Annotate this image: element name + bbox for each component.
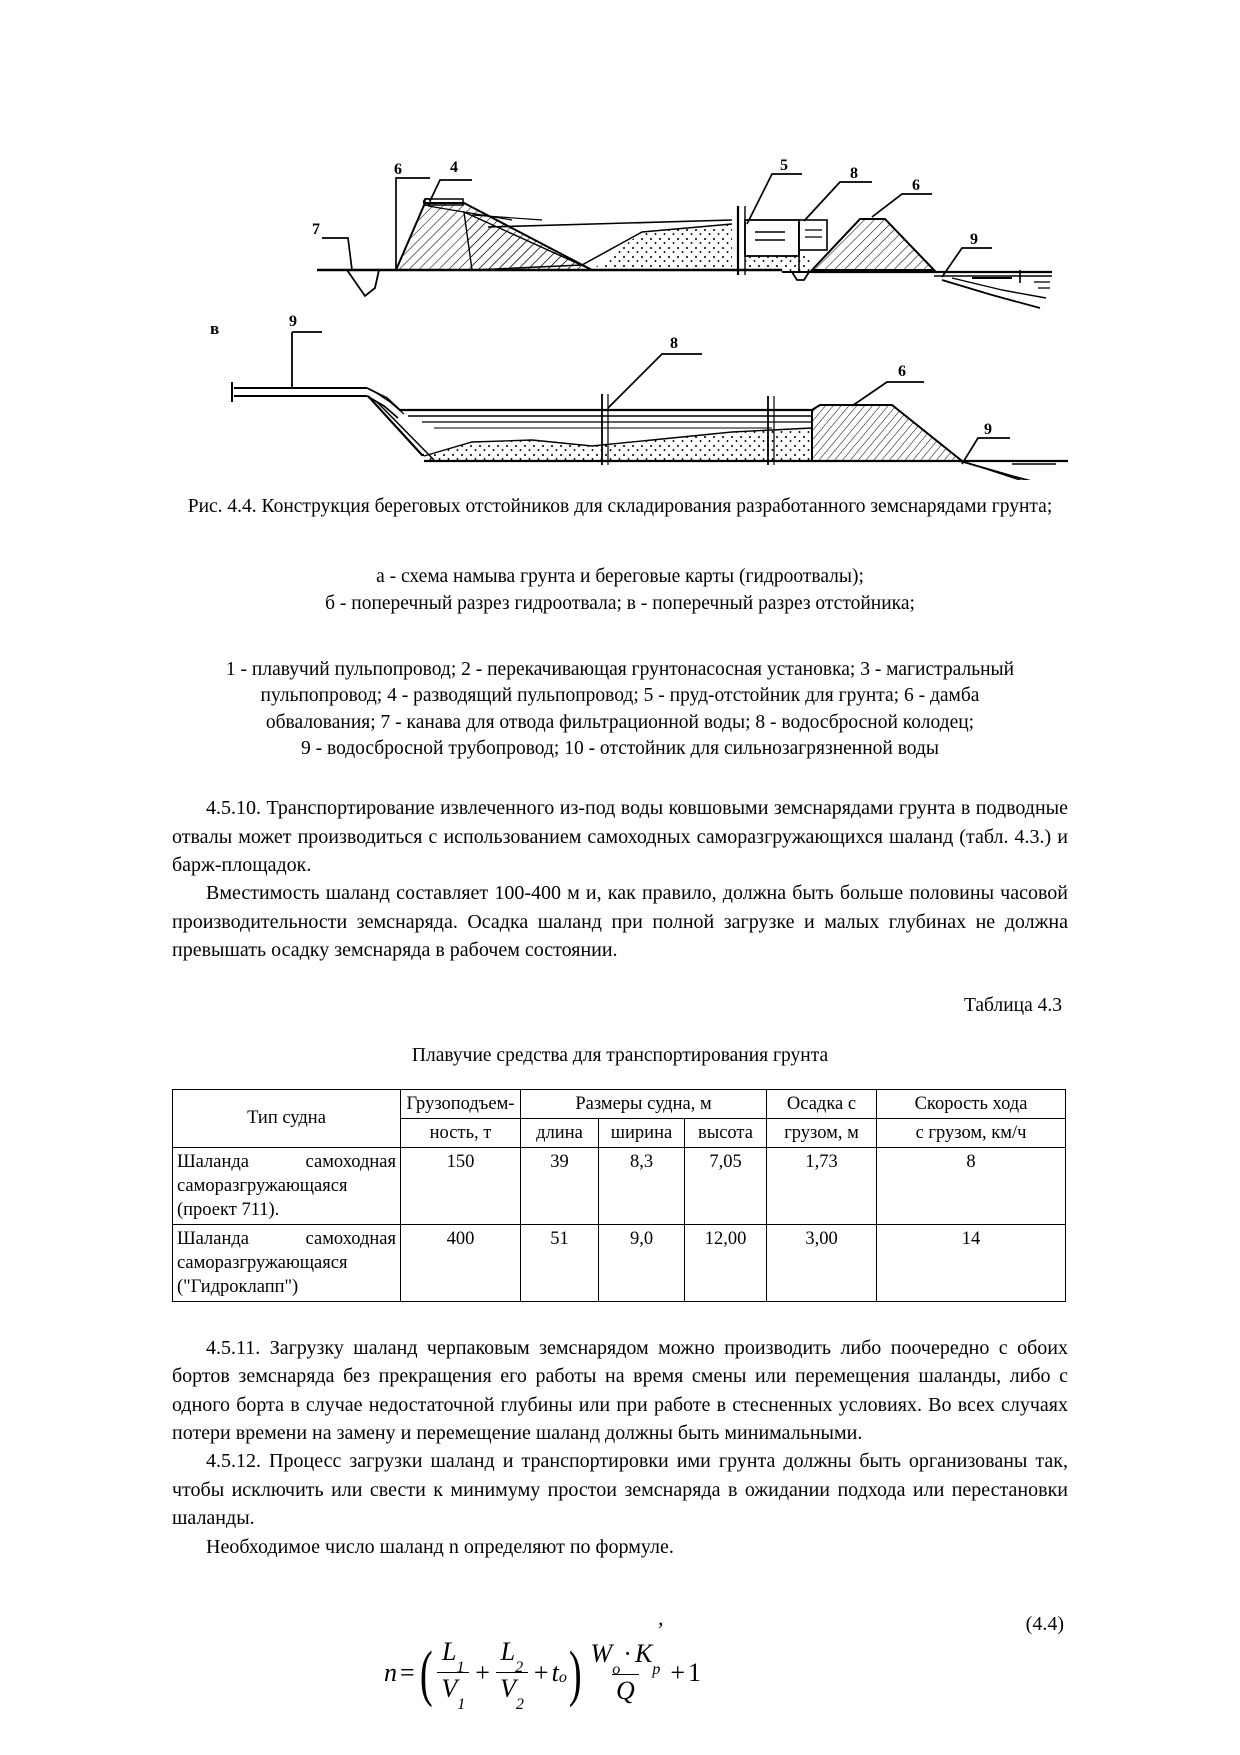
figure-panel-top xyxy=(312,157,1052,308)
formula-trailing-comma: , xyxy=(658,1605,664,1631)
cell-height: 7,05 xyxy=(685,1147,767,1224)
section-4-5-11 xyxy=(172,1334,1068,1561)
formula-dot: · xyxy=(623,1639,632,1669)
header-speed-line1: Скорость хода xyxy=(877,1089,1066,1118)
cell-speed: 14 xyxy=(877,1224,1066,1301)
formula-equals: = xyxy=(400,1657,415,1687)
table-title: Плавучие средства для транспортирования грунта xyxy=(411,1044,829,1066)
formula-num2: L xyxy=(500,1637,516,1667)
formula-q: Q xyxy=(616,1676,635,1706)
figure-callout-7: 7 xyxy=(312,221,320,238)
vessels-table xyxy=(172,1089,1066,1302)
figure-callout-8b: 8 xyxy=(670,335,678,352)
formula-one: 1 xyxy=(688,1657,702,1687)
figure-drawing xyxy=(172,120,1068,480)
formula-k-sub: p xyxy=(652,1660,661,1678)
formula-fraction-3 xyxy=(587,1639,665,1706)
figure-caption: Рис. 4.4. Конструкция береговых отстойников для складирования разработанного земснарядами грунта; xyxy=(187,496,1053,517)
formula-w: W xyxy=(590,1639,613,1669)
page-content xyxy=(172,0,1068,1733)
formula-plus-2: + xyxy=(533,1657,549,1687)
figure-panel-bottom xyxy=(232,313,1068,480)
formula-fraction-2 xyxy=(496,1637,528,1713)
paragraph-4-5-11: 4.5.11. Загрузку шаланд черпаковым земснарядом можно производить либо поочередно с обоих бортов земснаряда без прекращения его работы на время смены или перемещения шаланды, либо с одного борта в случае недостаточной глубины или при работе в стесненных условиях. Во всех случаях потери времени на замену и перемещение шаланд должны быть минимальными. xyxy=(172,1336,1068,1445)
cell-length: 51 xyxy=(521,1224,599,1301)
cell-width: 9,0 xyxy=(599,1224,685,1301)
cell-height: 12,00 xyxy=(685,1224,767,1301)
cell-speed: 8 xyxy=(877,1147,1066,1224)
formula-num1: L xyxy=(442,1637,457,1667)
figure-callout-9a: 9 xyxy=(970,231,978,248)
formula-k: K xyxy=(634,1639,653,1669)
figure-legend-line-1: 1 - плавучий пульпопровод; 2 - перекачивающая грунтонасосная установка; 3 - магистральный xyxy=(225,658,1015,680)
formula-lhs: n xyxy=(384,1657,397,1687)
figure-legend-line-2: пульпопровод; 4 - разводящий пульпопровод; 5 - пруд-отстойник для грунта; 6 - дамба xyxy=(260,685,980,707)
formula-den2: V xyxy=(499,1674,516,1704)
formula-fraction-2-denominator xyxy=(496,1672,528,1713)
header-speed-line2: с грузом, км/ч xyxy=(877,1118,1066,1147)
formula-open-paren: ( xyxy=(419,1639,433,1708)
table-number-label: Таблица 4.3 xyxy=(963,994,1062,1016)
equation-number: (4.4) xyxy=(1025,1613,1064,1636)
figure-callout-6c: 6 xyxy=(898,363,906,380)
formula-plus-1: + xyxy=(475,1657,490,1687)
figure-subcaption-line-1: а - схема намыва грунта и береговые карты (гидроотвалы); xyxy=(376,566,864,588)
figure-callout-8: 8 xyxy=(850,165,858,182)
figure-4-4 xyxy=(172,120,1068,480)
cell-ship-type: Шаланда самоходная саморазгружающаяся ("Гидроклапп") xyxy=(173,1224,401,1301)
formula-fraction-1 xyxy=(437,1637,469,1713)
formula-den1-sub: 1 xyxy=(457,1695,466,1713)
figure-callout-6a: 6 xyxy=(394,161,402,178)
formula-den1: V xyxy=(441,1674,458,1704)
header-dimensions-group: Размеры судна, м xyxy=(521,1089,767,1118)
cell-capacity: 400 xyxy=(401,1224,521,1301)
formula-w-sub: o xyxy=(612,1660,621,1678)
header-width: ширина xyxy=(599,1118,685,1147)
table-row xyxy=(173,1147,1066,1224)
figure-callout-9c: 9 xyxy=(984,421,992,438)
figure-callout-4: 4 xyxy=(450,159,458,176)
formula-t-sub: o xyxy=(558,1669,567,1687)
cell-draft: 3,00 xyxy=(767,1224,877,1301)
header-draft-line1: Осадка с xyxy=(767,1089,877,1118)
cell-draft: 1,73 xyxy=(767,1147,877,1224)
formula-num2-sub: 2 xyxy=(515,1658,524,1676)
formula-fraction-2-numerator xyxy=(497,1637,528,1676)
figure-legend xyxy=(172,657,1068,762)
formula-num1-sub: 1 xyxy=(456,1658,465,1676)
formula-4-4-block xyxy=(172,1603,1068,1733)
paragraph-4-5-10: 4.5.10. Транспортирование извлеченного из-под воды ковшовыми земснарядами грунта в подводные отвалы может производиться с использованием самоходных саморазгружающихся шаланд (табл. 4.3.) и барж-площадок. xyxy=(172,797,1068,876)
cell-length: 39 xyxy=(521,1147,599,1224)
figure-legend-line-4: 9 - водосбросной трубопровод; 10 - отстойник для сильнозагрязненной воды xyxy=(301,737,939,759)
formula-den2-sub: 2 xyxy=(515,1695,524,1713)
formula-fraction-1-numerator xyxy=(438,1637,469,1676)
cell-ship-type: Шаланда самоходная саморазгружающаяся (проект 711). xyxy=(173,1147,401,1224)
header-draft-line2: грузом, м xyxy=(767,1118,877,1147)
formula-4-4 xyxy=(384,1637,702,1713)
cell-capacity: 150 xyxy=(401,1147,521,1224)
figure-subcaption xyxy=(172,564,1068,617)
formula-fraction-1-denominator xyxy=(437,1672,469,1713)
paragraph-capacity: Вместимость шаланд составляет 100-400 м и, как правило, должна быть больше половины часовой производительности земснаряда. Осадка шаланд при полной загрузке и малых глубинах не должна превышать осадку земснаряда в рабочем состоянии. xyxy=(172,882,1068,962)
figure-callout-6b: 6 xyxy=(912,177,920,194)
formula-close-paren: ) xyxy=(568,1639,582,1708)
figure-panel-letter: в xyxy=(210,319,220,338)
paragraph-4-5-12: 4.5.12. Процесс загрузки шаланд и транспортировки ими грунта должны быть организованы так, чтобы исключить или свести к минимуму простои земснаряда в ожидании подхода или перестановки шаланды. xyxy=(172,1450,1068,1530)
header-length: длина xyxy=(521,1118,599,1147)
header-capacity-line1: Грузоподъем- xyxy=(401,1089,521,1118)
header-ship-type: Тип судна xyxy=(173,1089,401,1147)
formula-fraction-3-numerator xyxy=(587,1639,665,1678)
header-height: высота xyxy=(685,1118,767,1147)
section-4-5-10 xyxy=(172,794,1068,964)
formula-fraction-3-denominator xyxy=(612,1674,639,1706)
formula-t-term: t xyxy=(551,1657,559,1687)
paragraph-formula-intro: Необходимое число шаланд n определяют по формуле. xyxy=(206,1535,674,1558)
header-capacity-line2: ность, т xyxy=(401,1118,521,1147)
figure-callout-9b: 9 xyxy=(289,313,297,330)
table-header-row-1 xyxy=(173,1089,1066,1118)
formula-plus-3: + xyxy=(670,1657,686,1687)
figure-legend-line-3: обвалования; 7 - канава для отвода фильтрационной воды; 8 - водосбросной колодец; xyxy=(265,711,975,733)
table-row xyxy=(173,1224,1066,1301)
cell-width: 8,3 xyxy=(599,1147,685,1224)
figure-subcaption-line-2: б - поперечный разрез гидроотвала; в - поперечный разрез отстойника; xyxy=(325,592,915,614)
figure-callout-5: 5 xyxy=(780,157,788,174)
